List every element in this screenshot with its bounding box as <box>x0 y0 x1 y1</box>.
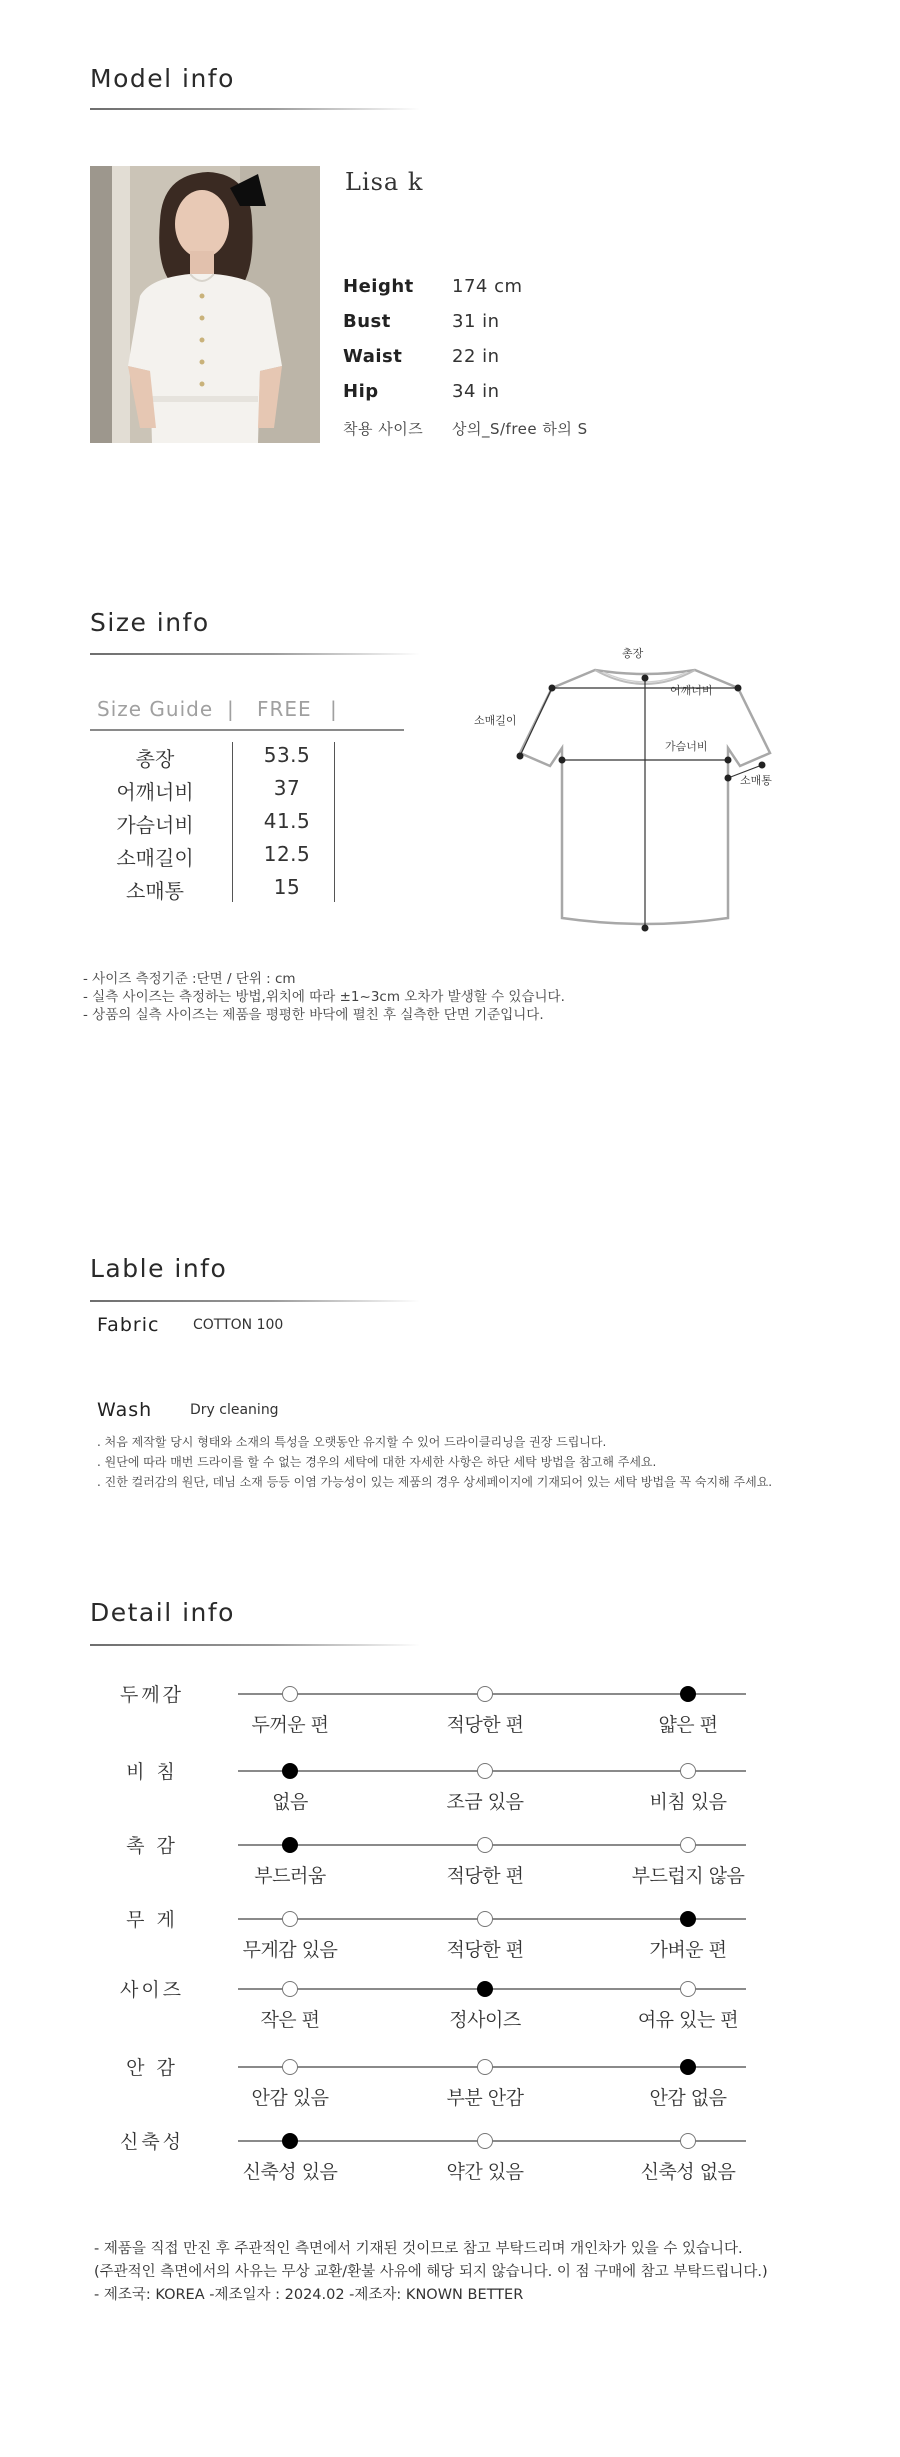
spec-label-waist: Waist <box>343 346 403 367</box>
size-row-value: 12.5 <box>263 842 311 866</box>
size-table-divider <box>232 742 233 902</box>
detail-footer-manufacturer: - 제조국: KOREA -제조일자 : 2024.02 -제조자: KNOWN BETTER <box>94 2287 524 2303</box>
section-divider <box>90 1644 420 1646</box>
spec-value-hip: 34 in <box>452 381 500 402</box>
detail-info-title: Detail info <box>90 1598 235 1627</box>
model-info-title: Model info <box>90 64 235 93</box>
detail-option-label: 작은 편 <box>260 2009 320 2031</box>
size-guide-underline <box>90 729 404 731</box>
detail-footer-note: - 제품을 직접 만진 후 주관적인 측면에서 기재된 것이므로 참고 부탁드리며 개인차가 있을 수 있습니다. <box>94 2241 743 2257</box>
detail-dot <box>282 2059 298 2075</box>
detail-option-label: 무게감 있음 <box>242 1939 338 1961</box>
size-note: - 사이즈 측정기준 :단면 / 단위 : cm <box>83 971 296 987</box>
diagram-label-chest: 가슴너비 <box>665 740 708 753</box>
detail-dot-selected <box>680 2059 696 2075</box>
spec-label-height: Height <box>343 276 414 297</box>
section-divider <box>90 1300 420 1302</box>
detail-dot-selected <box>680 1686 696 1702</box>
detail-option-label: 안감 있음 <box>251 2087 329 2109</box>
size-note: - 실측 사이즈는 측정하는 방법,위치에 따라 ±1~3cm 오차가 발생할 수 있습니다. <box>83 989 565 1005</box>
size-row-value: 41.5 <box>263 809 311 833</box>
detail-option-label: 신축성 있음 <box>242 2161 338 2183</box>
detail-dot <box>680 1981 696 1997</box>
detail-option-label: 조금 있음 <box>446 1791 524 1813</box>
detail-dot <box>477 1837 493 1853</box>
wash-value: Dry cleaning <box>190 1402 279 1418</box>
size-row-label: 소매통 <box>126 879 184 903</box>
spec-label-bust: Bust <box>343 311 391 332</box>
detail-option-label: 부분 안감 <box>446 2087 524 2109</box>
detail-option-label: 적당한 편 <box>446 1865 524 1887</box>
detail-dot <box>680 1837 696 1853</box>
detail-dot-selected <box>680 1911 696 1927</box>
detail-option-label: 부드러움 <box>254 1865 326 1887</box>
spec-label-wearing-size: 착용 사이즈 <box>343 420 424 438</box>
detail-option-label: 두꺼운 편 <box>251 1714 329 1736</box>
fabric-value: COTTON 100 <box>193 1317 284 1333</box>
detail-row-label: 두께감 <box>119 1684 185 1706</box>
detail-option-label: 정사이즈 <box>449 2009 521 2031</box>
label-info-title: Lable info <box>90 1254 228 1283</box>
size-note: - 상품의 실측 사이즈는 제품을 평평한 바닥에 펼친 후 실측한 단면 기준입니다. <box>83 1007 544 1023</box>
detail-dot <box>680 1763 696 1779</box>
fabric-label: Fabric <box>97 1314 160 1336</box>
spec-value-wearing-size: 상의_S/free 하의 S <box>452 420 588 438</box>
detail-option-label: 비침 있음 <box>649 1791 727 1813</box>
size-row-value: 37 <box>273 776 301 800</box>
detail-option-label: 안감 없음 <box>649 2087 727 2109</box>
detail-option-label: 부드럽지 않음 <box>631 1865 745 1887</box>
detail-option-label: 약간 있음 <box>446 2161 524 2183</box>
detail-option-label: 가벼운 편 <box>649 1939 727 1961</box>
detail-dot-selected <box>282 1837 298 1853</box>
size-row-label: 총장 <box>135 747 175 771</box>
detail-dot <box>282 1686 298 1702</box>
diagram-label-total-length: 총장 <box>622 647 644 660</box>
detail-dot <box>477 2059 493 2075</box>
wash-note: . 원단에 따라 매번 드라이를 할 수 없는 경우의 세탁에 대한 자세한 사항은 하단 세탁 방법을 참고해 주세요. <box>97 1455 657 1469</box>
size-info-title: Size info <box>90 608 210 637</box>
wash-label: Wash <box>97 1399 153 1421</box>
detail-row-label: 비 침 <box>126 1761 178 1783</box>
detail-dot <box>477 1686 493 1702</box>
detail-dot-selected <box>282 2133 298 2149</box>
detail-dot-selected <box>282 1763 298 1779</box>
detail-dot <box>282 1911 298 1927</box>
detail-option-label: 얇은 편 <box>658 1714 718 1736</box>
detail-option-label: 적당한 편 <box>446 1939 524 1961</box>
detail-row-label: 사이즈 <box>119 1979 185 2001</box>
model-photo <box>90 166 320 443</box>
spec-value-bust: 31 in <box>452 311 500 332</box>
size-row-label: 어깨너비 <box>116 780 194 804</box>
garment-size-diagram <box>470 648 790 938</box>
size-guide-separator: | <box>227 697 235 721</box>
size-row-value: 53.5 <box>263 743 311 767</box>
model-name: Lisa k <box>345 168 424 196</box>
size-guide-label: Size Guide <box>97 697 214 721</box>
detail-dot-selected <box>477 1981 493 1997</box>
detail-row-label: 무 게 <box>126 1909 178 1931</box>
size-row-label: 소매길이 <box>116 846 194 870</box>
size-row-label: 가슴너비 <box>116 813 194 837</box>
detail-dot <box>477 1763 493 1779</box>
detail-row-label: 신축성 <box>119 2131 185 2153</box>
detail-dot <box>680 2133 696 2149</box>
detail-option-label: 적당한 편 <box>446 1714 524 1736</box>
spec-value-waist: 22 in <box>452 346 500 367</box>
diagram-label-sleeve-width: 소매통 <box>740 774 772 787</box>
detail-option-label: 신축성 없음 <box>640 2161 736 2183</box>
detail-dot <box>477 2133 493 2149</box>
wash-note: . 처음 제작할 당시 형태와 소재의 특성을 오랫동안 유지할 수 있어 드라이클리닝을 권장 드립니다. <box>97 1435 607 1449</box>
detail-dot <box>477 1911 493 1927</box>
detail-footer-note: (주관적인 측면에서의 사유는 무상 교환/환불 사유에 해당 되지 않습니다. 이 점 구매에 참고 부탁드립니다.) <box>94 2264 768 2280</box>
detail-row-label: 촉 감 <box>126 1835 178 1857</box>
size-row-value: 15 <box>273 875 301 899</box>
diagram-label-sleeve-length: 소매길이 <box>474 714 517 727</box>
spec-label-hip: Hip <box>343 381 379 402</box>
detail-dot <box>282 1981 298 1997</box>
wash-note: . 진한 컬러감의 원단, 데님 소재 등등 이염 가능성이 있는 제품의 경우 상세페이지에 기재되어 있는 세탁 방법을 꼭 숙지해 주세요. <box>97 1475 773 1489</box>
detail-option-label: 여유 있는 편 <box>637 2009 739 2031</box>
detail-option-label: 없음 <box>272 1791 308 1813</box>
diagram-label-shoulder: 어깨너비 <box>670 684 713 697</box>
detail-row-label: 안 감 <box>126 2057 178 2079</box>
spec-value-height: 174 cm <box>452 276 523 297</box>
section-divider <box>90 108 420 110</box>
section-divider <box>90 653 420 655</box>
size-guide-separator: | <box>330 697 338 721</box>
size-guide-free: FREE <box>257 697 312 721</box>
